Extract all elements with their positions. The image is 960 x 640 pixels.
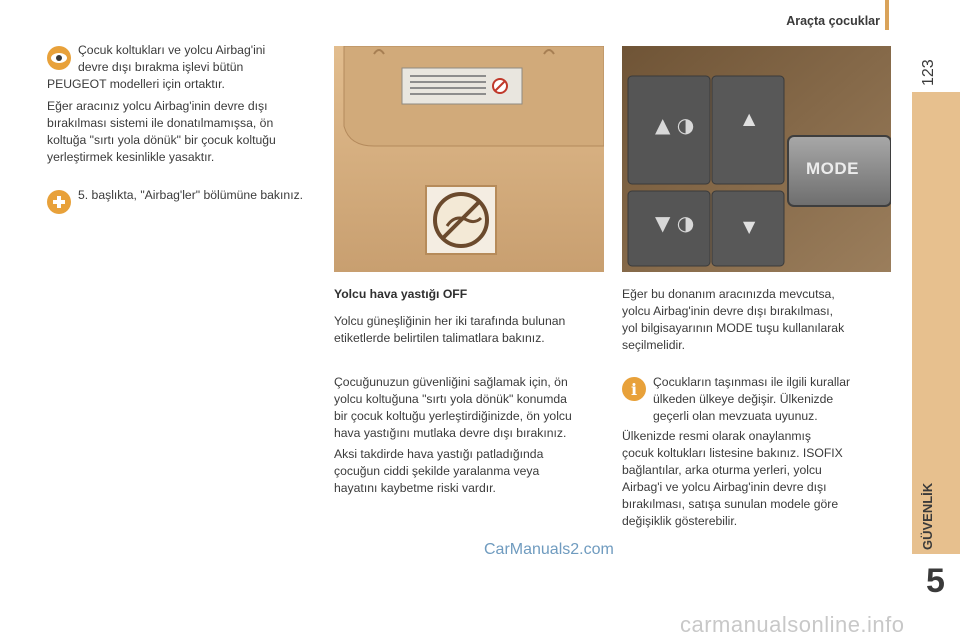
rearward-seat-warning: Eğer aracınız yolcu Airbag'inin devre dışı bırakılması sistemi ile donatılmamışsa, ön koltuğa "sırtı yola dönük" bir çocuk koltuğu yerleştirmek kesinlikle yasaktır. — [47, 99, 276, 164]
airbag-note-cont: PEUGEOT modelleri için ortaktır. — [47, 77, 225, 91]
mode-button-paragraph: Eğer bu donanım aracınızda mevcutsa, yolcu Airbag'inin devre dışı bırakılması, yol bilgisayarının MODE tuşu kullanılarak seçilmelidir. — [622, 287, 845, 352]
legislation-note: Çocukların taşınması ile ilgili kurallar ülkeden ülkeye değişir. Ülkenizde geçerli olan mevzuata uyunuz. — [653, 375, 851, 423]
deactivate-airbag-paragraph: Çocuğunuzun güvenliğini sağlamak için, ön yolcu koltuğuna "sırtı yola dönük" konumda bir çocuk koltuğu yerleştirdiğinizde, ön yolcu hava yastığını mutlaka devre dışı bırakınız. — [334, 375, 572, 440]
mode-button-photo — [622, 46, 891, 272]
sun-visor-photo — [334, 46, 604, 272]
airbag-note: Çocuk koltukları ve yolcu Airbag'ini devre dışı bırakma işlevi bütün — [78, 43, 266, 74]
sun-visor-instruction: Yolcu güneşliğinin her iki tarafında bulunan etiketlerde belirtilen talimatlara bakınız. — [334, 314, 566, 345]
carmanualsonline-watermark[interactable]: carmanualsonline.info — [680, 612, 905, 637]
plus-icon — [47, 190, 71, 214]
page-number: 123 — [920, 59, 937, 86]
svg-text:▲ ◑: ▲ ◑ — [655, 113, 695, 137]
airbag-chapter-reference: 5. başlıkta, "Airbag'ler" bölümüne bakınız. — [78, 188, 304, 202]
mode-button: MODE — [806, 159, 859, 178]
chapter-label: GÜVENLİK — [920, 482, 935, 550]
svg-text:▲: ▲ — [743, 109, 756, 128]
eye-icon — [47, 46, 71, 70]
info-icon: i — [622, 377, 646, 401]
section-title: Araçta çocuklar — [786, 14, 880, 28]
header-accent-bar — [885, 0, 889, 30]
svg-text:▼: ▼ — [743, 217, 756, 236]
carmanuals2-watermark[interactable]: CarManuals2.com — [484, 541, 614, 558]
section-heading: Yolcu hava yastığı OFF — [334, 287, 468, 301]
approved-seats-paragraph: Ülkenizde resmi olarak onaylanmış çocuk koltukları listesine bakınız. ISOFIX bağlantılar, arka oturma yerleri, yolcu Airbag'i ve yolcu Airbag'inin devre dışı bırakılması, satışa sunulan modele göre değişiklik gösterebilir. — [622, 429, 843, 528]
injury-risk-paragraph: Aksi takdirde hava yastığı patladığında çocuğun ciddi şekilde yaralanma veya hayatını kaybetme riski vardır. — [334, 447, 544, 495]
svg-text:▼ ◑: ▼ ◑ — [655, 211, 695, 235]
chapter-number: 5 — [926, 562, 945, 600]
